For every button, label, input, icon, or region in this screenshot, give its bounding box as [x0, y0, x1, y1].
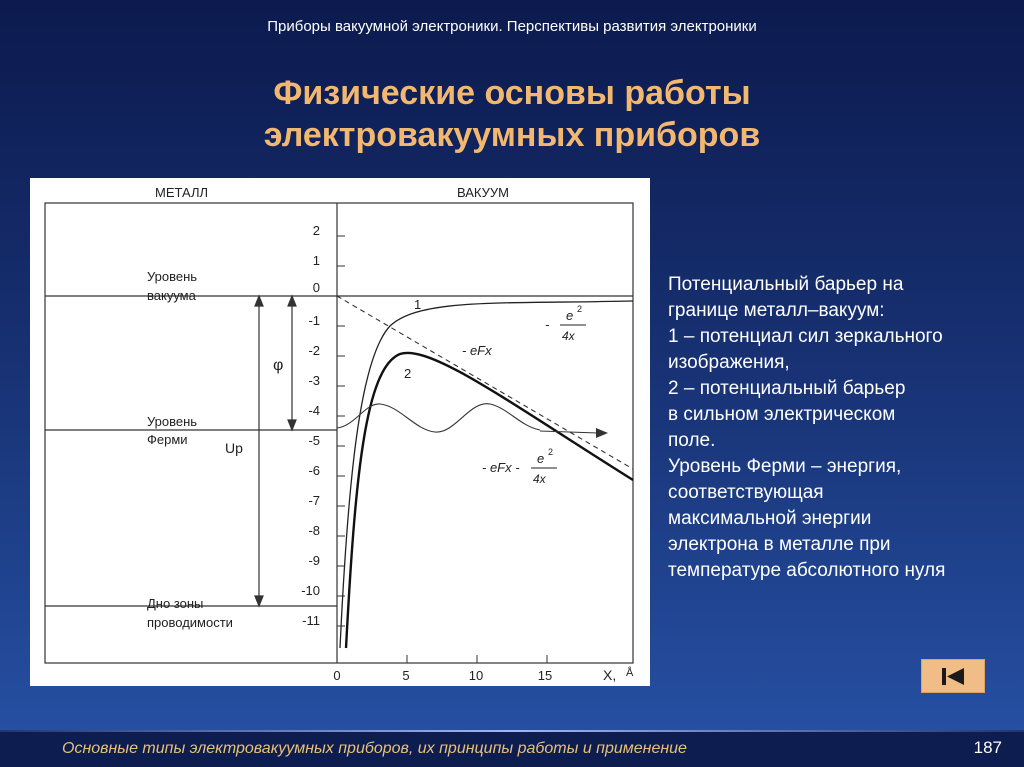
description-line: поле.: [668, 430, 716, 451]
phi-label: φ: [273, 357, 284, 374]
y-tick-label: -7: [308, 493, 320, 508]
description-line: 2 – потенциальный барьер: [668, 378, 906, 399]
eq3-exponent: 2: [548, 447, 554, 457]
slide-title: [112, 72, 912, 156]
diagram-svg: [30, 178, 650, 686]
eq3-numerator: e: [537, 451, 545, 466]
description-line: температуре абсолютного нуля: [668, 560, 946, 581]
y-tick-label: -3: [308, 373, 320, 388]
band-bottom-label-line2: проводимости: [147, 615, 233, 630]
y-tick-label: -6: [308, 463, 320, 478]
fermi-level-label-line2: Ферми: [147, 432, 188, 447]
up-label: Up: [225, 440, 243, 456]
region-vacuum-label: ВАКУУМ: [457, 185, 509, 200]
y-tick-label: 1: [312, 253, 320, 268]
footer-text: Основные типы электровакуумных приборов, их принципы работы и применение: [62, 740, 687, 757]
field-potential-line: [337, 296, 633, 469]
vacuum-level-label-line1: Уровень: [147, 269, 198, 284]
y-tick-label: -1: [308, 313, 320, 328]
description-line: Потенциальный барьер на: [668, 274, 904, 295]
x-tick-label: 10: [468, 668, 484, 683]
go-to-first-slide-button[interactable]: [921, 659, 985, 693]
x-tick-marks: [407, 655, 547, 663]
description-line: изображения,: [668, 352, 790, 373]
x-axis-unit: Å: [626, 667, 634, 679]
description-line: соответствующая: [668, 482, 824, 503]
equation-image-force: [545, 304, 586, 343]
x-tick-label: 0: [333, 668, 341, 683]
y-tick-label: -10: [301, 583, 320, 598]
curve-field-barrier: [346, 353, 633, 648]
y-tick-label: -8: [308, 523, 320, 538]
region-metal-label: МЕТАЛЛ: [155, 185, 209, 200]
skip-to-start-icon: [922, 660, 984, 692]
band-bottom-label-line1: Дно зоны: [147, 596, 204, 611]
diagram-frame: [45, 203, 633, 663]
eq1-denominator: 4x: [562, 329, 575, 343]
description-text: [668, 272, 1008, 584]
equation-field: - eFx: [462, 343, 492, 358]
tunnel-arrow-line: [540, 431, 598, 433]
description-line: границе металл–вакуум:: [668, 300, 885, 321]
curve-1-number: 1: [414, 297, 422, 312]
eq1-exponent: 2: [577, 304, 583, 314]
footer: [0, 730, 1024, 767]
title-line-2: электровакуумных приборов: [263, 116, 761, 154]
y-tick-label: 2: [312, 223, 320, 238]
y-tick-label: -5: [308, 433, 320, 448]
title-line-1: Физические основы работы: [273, 74, 751, 112]
description-line: электрона в металле при: [668, 534, 891, 555]
slide-caption: Приборы вакуумной электроники. Перспективы развития электроники: [267, 18, 757, 35]
description-line: в сильном электрическом: [668, 404, 896, 425]
potential-barrier-diagram: [30, 178, 650, 686]
eq1-minus: -: [545, 317, 550, 332]
work-function-arrow: [288, 296, 296, 430]
equation-combined: [482, 447, 557, 486]
description-line: максимальной энергии: [668, 508, 872, 529]
page-number: 187: [973, 738, 1002, 757]
y-tick-label: -2: [308, 343, 320, 358]
vacuum-level-label-line2: вакуума: [147, 288, 196, 303]
y-tick-label: -11: [302, 613, 320, 628]
y-tick-label: -9: [308, 553, 320, 568]
tunnel-arrowhead: [596, 428, 608, 438]
footer-divider: [0, 730, 1024, 732]
eq1-numerator: e: [566, 308, 574, 323]
y-tick-label: -4: [308, 403, 320, 418]
y-tick-label: 0: [312, 280, 320, 295]
x-tick-label: 15: [537, 668, 553, 683]
curve-2-number: 2: [404, 366, 412, 381]
description-line: 1 – потенциал сил зеркального: [668, 326, 943, 347]
eq3-text: - eFx -: [482, 460, 520, 475]
x-tick-label: 5: [402, 668, 410, 683]
eq3-denominator: 4x: [533, 472, 546, 486]
description-line: Уровень Ферми – энергия,: [668, 456, 902, 477]
x-axis-label: X,: [603, 667, 617, 683]
fermi-level-label-line1: Уровень: [147, 414, 198, 429]
up-arrow: [255, 296, 263, 606]
